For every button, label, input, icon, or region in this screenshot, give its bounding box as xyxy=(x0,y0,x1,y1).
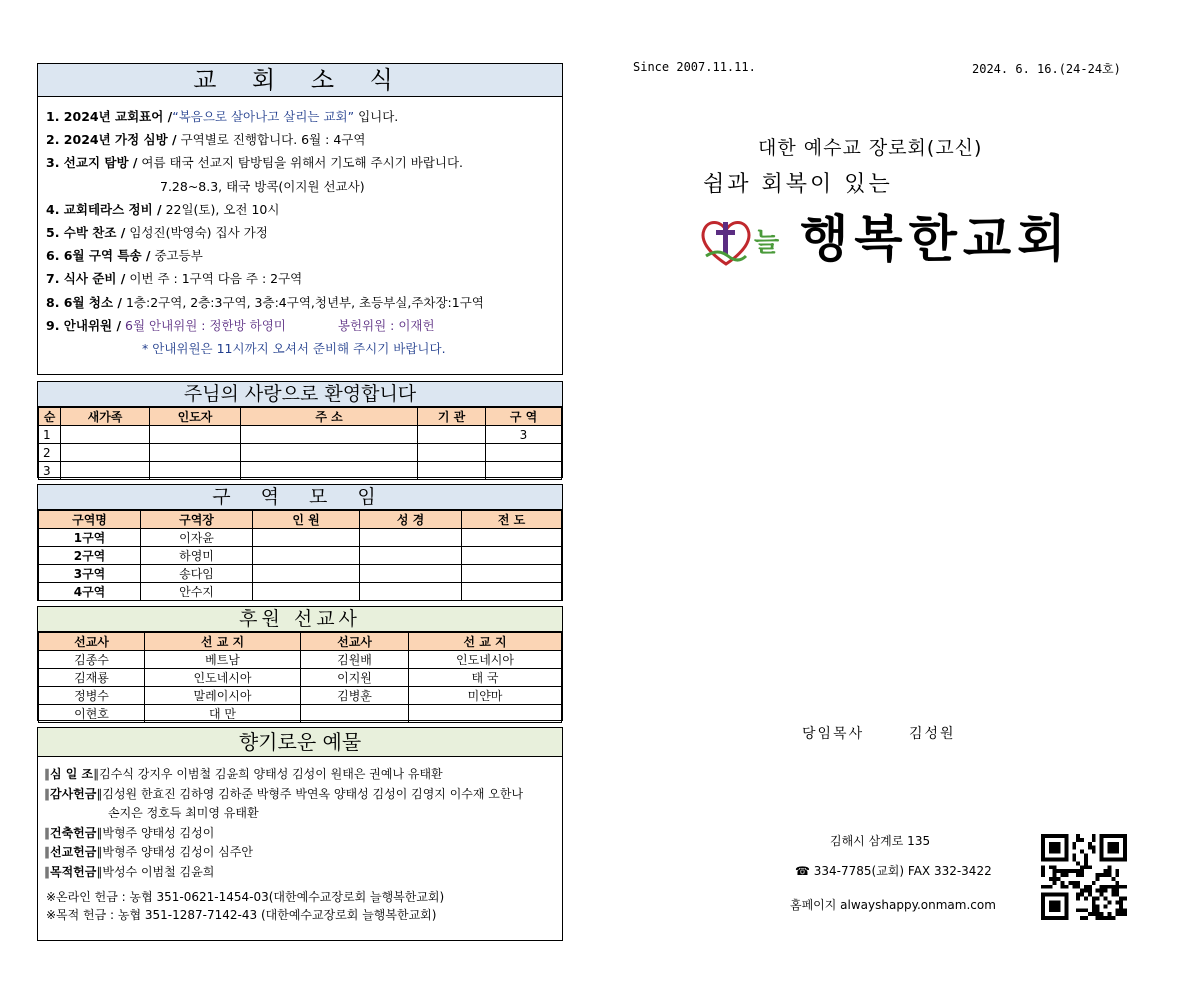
table-cell xyxy=(241,426,418,444)
table-cell xyxy=(301,705,409,723)
table-cell: 3 xyxy=(486,426,562,444)
news-item xyxy=(46,198,562,221)
news-item-text: 22일(토), 오전 10시 xyxy=(161,201,280,217)
table-cell: 인도네시아 xyxy=(145,669,301,687)
gift-item: ∥선교헌금∥박형주 양태성 김성이 심주안 xyxy=(44,845,253,859)
pastor-name: 김성원 xyxy=(909,726,956,742)
district-box xyxy=(37,484,563,601)
news-item-label: 4. 교회테라스 정비 / xyxy=(46,201,162,217)
news-list xyxy=(38,97,562,360)
table-cell: 안수지 xyxy=(141,583,253,601)
welcome-box xyxy=(37,381,563,478)
heart-cross-icon xyxy=(698,212,798,272)
table-row xyxy=(39,529,562,547)
news-item-label: 5. 수박 찬조 / xyxy=(46,225,126,241)
gift-item-names: 김성원 한효진 김하영 김하준 박형주 박연옥 양태성 김성이 김영지 이수재 오한나 xyxy=(102,786,524,801)
table-cell: 말레이시아 xyxy=(145,687,301,705)
news-item-text: 임성진(박영숙) 집사 가정 xyxy=(125,225,268,241)
column-header: 선 교 지 xyxy=(409,633,562,651)
table-cell xyxy=(462,529,562,547)
table-cell xyxy=(486,462,562,480)
gift-item: ∥심 일 조∥김수식 강지우 이범철 김윤희 양태성 김성이 원태은 권예나 유태환 xyxy=(44,767,443,781)
table-cell: 1구역 xyxy=(39,529,141,547)
column-header: 인도자 xyxy=(150,408,241,426)
table-cell xyxy=(253,529,360,547)
news-item-label: 1. 2024년 교회표어 / xyxy=(46,109,173,124)
news-item-label: 8. 6월 청소 / xyxy=(46,294,122,310)
table-row xyxy=(39,687,562,705)
church-prefix: 늘 xyxy=(754,228,780,258)
table-cell xyxy=(360,529,462,547)
column-header: 선교사 xyxy=(301,633,409,651)
table-cell xyxy=(462,583,562,601)
gift-item-label: 선교헌금 xyxy=(50,845,97,859)
table-cell xyxy=(486,444,562,462)
news-item xyxy=(46,105,562,128)
welcome-title: 주님의 사랑으로 환영합니다 xyxy=(38,382,562,407)
news-item-text: 7.28~8.3, 태국 방콕(이지원 선교사) xyxy=(160,178,365,194)
column-header: 순 xyxy=(39,408,61,426)
table-cell xyxy=(360,547,462,565)
table-cell xyxy=(61,444,150,462)
account-line: ※온라인 헌금 : 농협 351-0621-1454-03(대한예수교장로회 늘행복한교회) xyxy=(46,890,445,904)
table-cell xyxy=(241,444,418,462)
address: 김해시 삼계로 135 xyxy=(830,834,931,848)
table-cell xyxy=(418,444,486,462)
district-title: 구 역 모 임 xyxy=(38,485,562,510)
table-row xyxy=(39,547,562,565)
news-item-label: 9. 안내위원 / xyxy=(46,317,122,333)
news-item-suffix: 입니다. xyxy=(354,109,399,124)
gift-item-label: 심 일 조 xyxy=(50,767,94,781)
table-header-row xyxy=(39,408,562,426)
missionary-box xyxy=(37,606,563,721)
homepage: 홈페이지 alwayshappy.onmam.com xyxy=(790,898,996,912)
table-cell: 이자윤 xyxy=(141,529,253,547)
table-cell: 하영미 xyxy=(141,547,253,565)
table-cell xyxy=(462,565,562,583)
table-cell: 김종수 xyxy=(39,651,145,669)
qr-code-icon xyxy=(1040,834,1128,920)
table-cell: 3 xyxy=(39,462,61,480)
table-row xyxy=(39,444,562,462)
table-cell xyxy=(61,426,150,444)
news-item-text: 이번 주 : 1구역 다음 주 : 2구역 xyxy=(125,271,303,287)
table-cell xyxy=(253,583,360,601)
table-cell xyxy=(418,462,486,480)
column-header: 선 교 지 xyxy=(145,633,301,651)
gift-item xyxy=(44,804,556,824)
table-cell: 2 xyxy=(39,444,61,462)
news-title: 교 회 소 식 xyxy=(38,64,562,97)
news-item xyxy=(46,175,562,198)
gift-item-label: 목적헌금 xyxy=(50,864,97,879)
table-cell: 4구역 xyxy=(39,583,141,601)
column-header: 성 경 xyxy=(360,511,462,529)
table-cell: 미얀마 xyxy=(409,687,562,705)
table-cell xyxy=(253,547,360,565)
church-name: 행복한교회 xyxy=(800,210,1072,268)
gift-item-names: 박성수 이범철 김윤희 xyxy=(102,864,215,879)
news-item-label: 3. 선교지 탐방 / xyxy=(46,155,138,171)
table-cell xyxy=(61,462,150,480)
table-cell: 인도네시아 xyxy=(409,651,562,669)
news-item xyxy=(46,221,562,244)
table-row xyxy=(39,426,562,444)
table-cell xyxy=(150,444,241,462)
accounts xyxy=(38,882,562,930)
column-header: 구 역 xyxy=(486,408,562,426)
news-item xyxy=(46,314,562,337)
account-line: ※목적 헌금 : 농협 351-1287-7142-43 (대한예수교장로회 늘행복한교회) xyxy=(46,908,437,922)
column-header: 주 소 xyxy=(241,408,418,426)
table-cell: 정병수 xyxy=(39,687,145,705)
table-row xyxy=(39,669,562,687)
column-header: 기 관 xyxy=(418,408,486,426)
news-item-text: 여름 태국 선교지 탐방팀을 위해서 기도해 주시기 바랍니다. xyxy=(137,155,464,171)
table-row xyxy=(39,705,562,723)
table-cell: 3구역 xyxy=(39,565,141,583)
table-cell xyxy=(360,565,462,583)
missionary-table xyxy=(38,632,562,723)
table-row xyxy=(39,565,562,583)
gifts-title: 향기로운 예물 xyxy=(38,728,562,757)
table-cell xyxy=(241,462,418,480)
missionary-title: 후원 선교사 xyxy=(38,607,562,632)
table-cell xyxy=(360,583,462,601)
gift-item-names: 김수식 강지우 이범철 김윤희 양태성 김성이 원태은 권예나 유태환 xyxy=(99,767,443,781)
table-cell xyxy=(462,547,562,565)
gifts-list xyxy=(38,757,562,882)
news-item-label: 2. 2024년 가정 심방 / xyxy=(46,132,177,148)
table-cell: 김병훈 xyxy=(301,687,409,705)
news-item xyxy=(46,267,562,290)
news-item xyxy=(46,128,562,151)
news-item-label: 7. 식사 준비 / xyxy=(46,271,126,287)
table-cell xyxy=(409,705,562,723)
table-cell: 이현호 xyxy=(39,705,145,723)
table-cell: 베트남 xyxy=(145,651,301,669)
gift-item: ∥건축헌금∥박형주 양태성 김성이 xyxy=(44,825,215,840)
pastor-label: 당임목사 xyxy=(802,726,865,742)
table-cell: 대 만 xyxy=(145,705,301,723)
table-cell: 태 국 xyxy=(409,669,562,687)
denomination: 대한 예수교 장로회(고신) xyxy=(758,137,983,159)
table-row xyxy=(39,583,562,601)
table-cell xyxy=(253,565,360,583)
column-header: 새가족 xyxy=(61,408,150,426)
column-header: 인 원 xyxy=(253,511,360,529)
column-header: 선교사 xyxy=(39,633,145,651)
news-item xyxy=(46,151,562,174)
table-row xyxy=(39,651,562,669)
since-text: Since 2007.11.11. xyxy=(633,60,756,74)
district-table xyxy=(38,510,562,601)
news-item-text: 6월 안내위원 : 정한방 하영미 xyxy=(121,317,286,333)
gift-item: ∥목적헌금∥박성수 이범철 김윤희 xyxy=(44,864,215,879)
table-header-row xyxy=(39,633,562,651)
column-header: 구역명 xyxy=(39,511,141,529)
gift-item-label: 건축헌금 xyxy=(50,825,97,840)
table-cell xyxy=(150,426,241,444)
gift-item-names: 박형주 양태성 김성이 심주안 xyxy=(102,845,253,859)
welcome-table xyxy=(38,407,562,480)
column-header: 구역장 xyxy=(141,511,253,529)
gift-item-names: 박형주 양태성 김성이 xyxy=(102,825,215,840)
gifts-box xyxy=(37,727,563,941)
gift-item-names: 손지은 정호득 최미영 유태환 xyxy=(108,806,259,820)
table-cell xyxy=(418,426,486,444)
news-box xyxy=(37,63,563,375)
news-item-text: 1층:2구역, 2층:3구역, 3층:4구역,청년부, 초등부실,주차장:1구역 xyxy=(122,294,484,310)
news-note: * 안내위원은 11시까지 오셔서 준비해 주시기 바랍니다. xyxy=(142,341,446,357)
news-item-text: 구역별로 진행합니다. 6월 : 4구역 xyxy=(176,132,366,148)
column-header: 전 도 xyxy=(462,511,562,529)
table-cell: 1 xyxy=(39,426,61,444)
table-cell: 이지원 xyxy=(301,669,409,687)
table-header-row xyxy=(39,511,562,529)
table-cell xyxy=(150,462,241,480)
gift-item: ∥감사헌금∥김성원 한효진 김하영 김하준 박형주 박연옥 양태성 김성이 김영지 이수재 오한나 xyxy=(44,786,524,801)
table-cell: 김재룡 xyxy=(39,669,145,687)
news-item xyxy=(46,244,562,267)
slogan: 쉼과 회복이 있는 xyxy=(703,172,893,197)
church-logo xyxy=(698,212,798,272)
gift-item-label: 감사헌금 xyxy=(50,786,97,801)
news-item-text: “복음으로 살아나고 살리는 교회” xyxy=(172,109,355,124)
news-item-text: 중고등부 xyxy=(150,248,203,264)
table-row xyxy=(39,462,562,480)
table-cell: 2구역 xyxy=(39,547,141,565)
table-cell: 송다임 xyxy=(141,565,253,583)
news-item-label: 6. 6월 구역 특송 / xyxy=(46,248,151,264)
news-item-suffix: 봉헌위원 : 이재헌 xyxy=(337,317,435,333)
news-item xyxy=(46,291,562,314)
issue-date: 2024. 6. 16.(24-24호) xyxy=(972,62,1121,76)
phone: ☎ 334-7785(교회) FAX 332-3422 xyxy=(795,864,992,878)
table-cell: 김원배 xyxy=(301,651,409,669)
